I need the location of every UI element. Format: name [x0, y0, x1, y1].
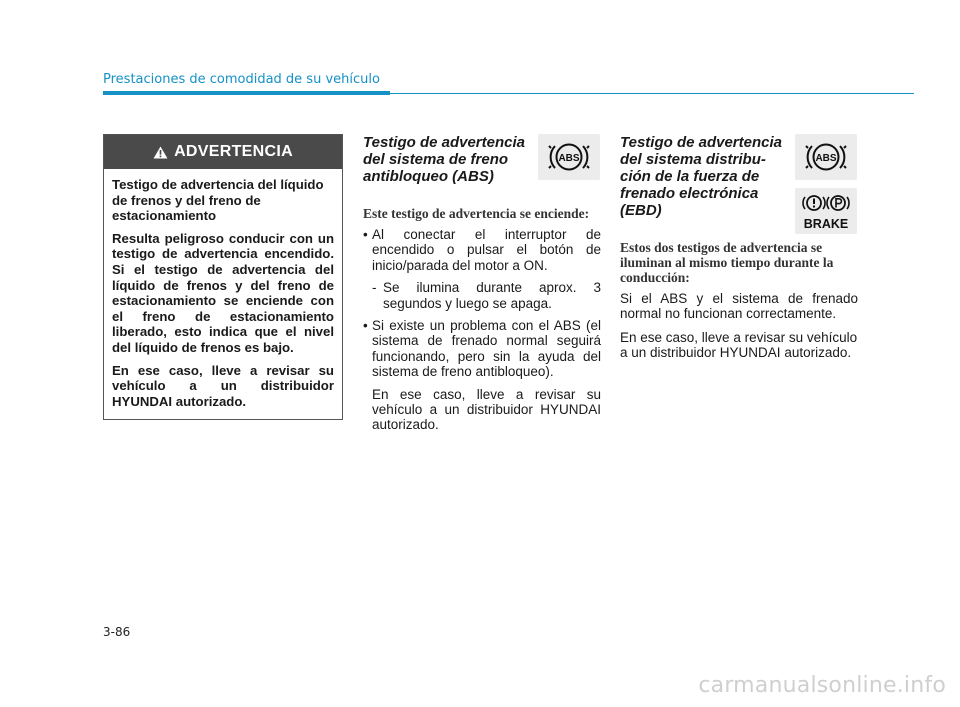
section-header: Prestaciones de comodidad de su vehículo — [103, 72, 380, 87]
abs-icon — [795, 134, 857, 180]
warning-heading: ADVERTENCIA — [174, 143, 293, 160]
brake-icon-label: BRAKE — [803, 217, 849, 231]
warning-paragraph: En ese caso, lleve a revisar su vehículo a un distribuidor HYUNDAI autorizado. — [112, 362, 334, 409]
abs-icon-label: ABS — [558, 153, 580, 164]
warning-body — [104, 169, 342, 409]
abs-section-title: Testigo de advertencia del sistema de freno antibloqueo (ABS) — [363, 134, 525, 185]
abs-lead: Este testigo de advertencia se enciende: — [363, 206, 590, 221]
abs-bullet: • Al conectar el interruptor de encendido o pulsar el botón de inicio/parada del motor a ON. — [363, 227, 601, 273]
ebd-abs-warning-lamp — [795, 134, 857, 180]
abs-icon — [538, 134, 600, 180]
ebd-section-title: Testigo de advertencia del sistema distribu-ción de la fuerza de frenado electrónica (EBD) — [620, 134, 782, 219]
page-number: 3-86 — [103, 625, 131, 639]
ebd-lead: Estos dos testigos de advertencia se iluminan al mismo tiempo durante la conducción: — [620, 240, 834, 285]
ebd-paragraph: En ese caso, lleve a revisar su vehículo a un distribuidor HYUNDAI autorizado. — [620, 329, 858, 361]
warning-paragraph: Testigo de advertencia del líquido de frenos y del freno de estacionamiento — [112, 177, 324, 224]
header-rule-thick — [103, 91, 390, 95]
abs-after-text: En ese caso, lleve a revisar su vehículo a un distribuidor HYUNDAI autorizado. — [372, 386, 601, 433]
ebd-paragraph: Si el ABS y el sistema de frenado normal no funcionan correctamente. — [620, 291, 858, 322]
brake-warning-lamp — [795, 188, 857, 234]
warning-box — [103, 134, 343, 420]
watermark: carmanualsonline.info — [698, 673, 946, 698]
abs-bullet-text: Al conectar el interruptor de encendido o pulsar el botón de inicio/parada del motor a ON. — [372, 227, 601, 273]
ebd-section — [620, 134, 858, 369]
warning-header — [104, 135, 342, 169]
abs-icon-label: ABS — [815, 153, 837, 164]
abs-section — [363, 134, 601, 433]
abs-warning-lamp — [538, 134, 600, 180]
abs-sub-bullet-text: Se ilumina durante aprox. 3 segundos y luego se apaga. — [383, 280, 601, 311]
abs-bullet-text: Si existe un problema con el ABS (el sistema de frenado normal seguirá funcionando, pero sin la ayuda del sistema de freno antibloqueo). — [372, 318, 601, 380]
warning-triangle-icon — [153, 146, 168, 159]
warning-paragraph: Resulta peligroso conducir con un testigo de advertencia encendido. Si el testigo de advertencia del líquido de frenos y del freno de estacionamiento se enciende con el freno de estacionamiento liberado, esto indica que el nivel del líquido de frenos es bajo. — [112, 230, 334, 355]
header-rule-thin — [390, 93, 914, 94]
abs-bullet: • Si existe un problema con el ABS (el sistema de frenado normal seguirá funcionando, pero sin la ayuda del sistema de freno antibloqueo). — [363, 318, 601, 380]
abs-sub-bullet: - Se ilumina durante aprox. 3 segundos y luego se apaga. — [372, 280, 601, 311]
brake-icon — [795, 188, 857, 234]
